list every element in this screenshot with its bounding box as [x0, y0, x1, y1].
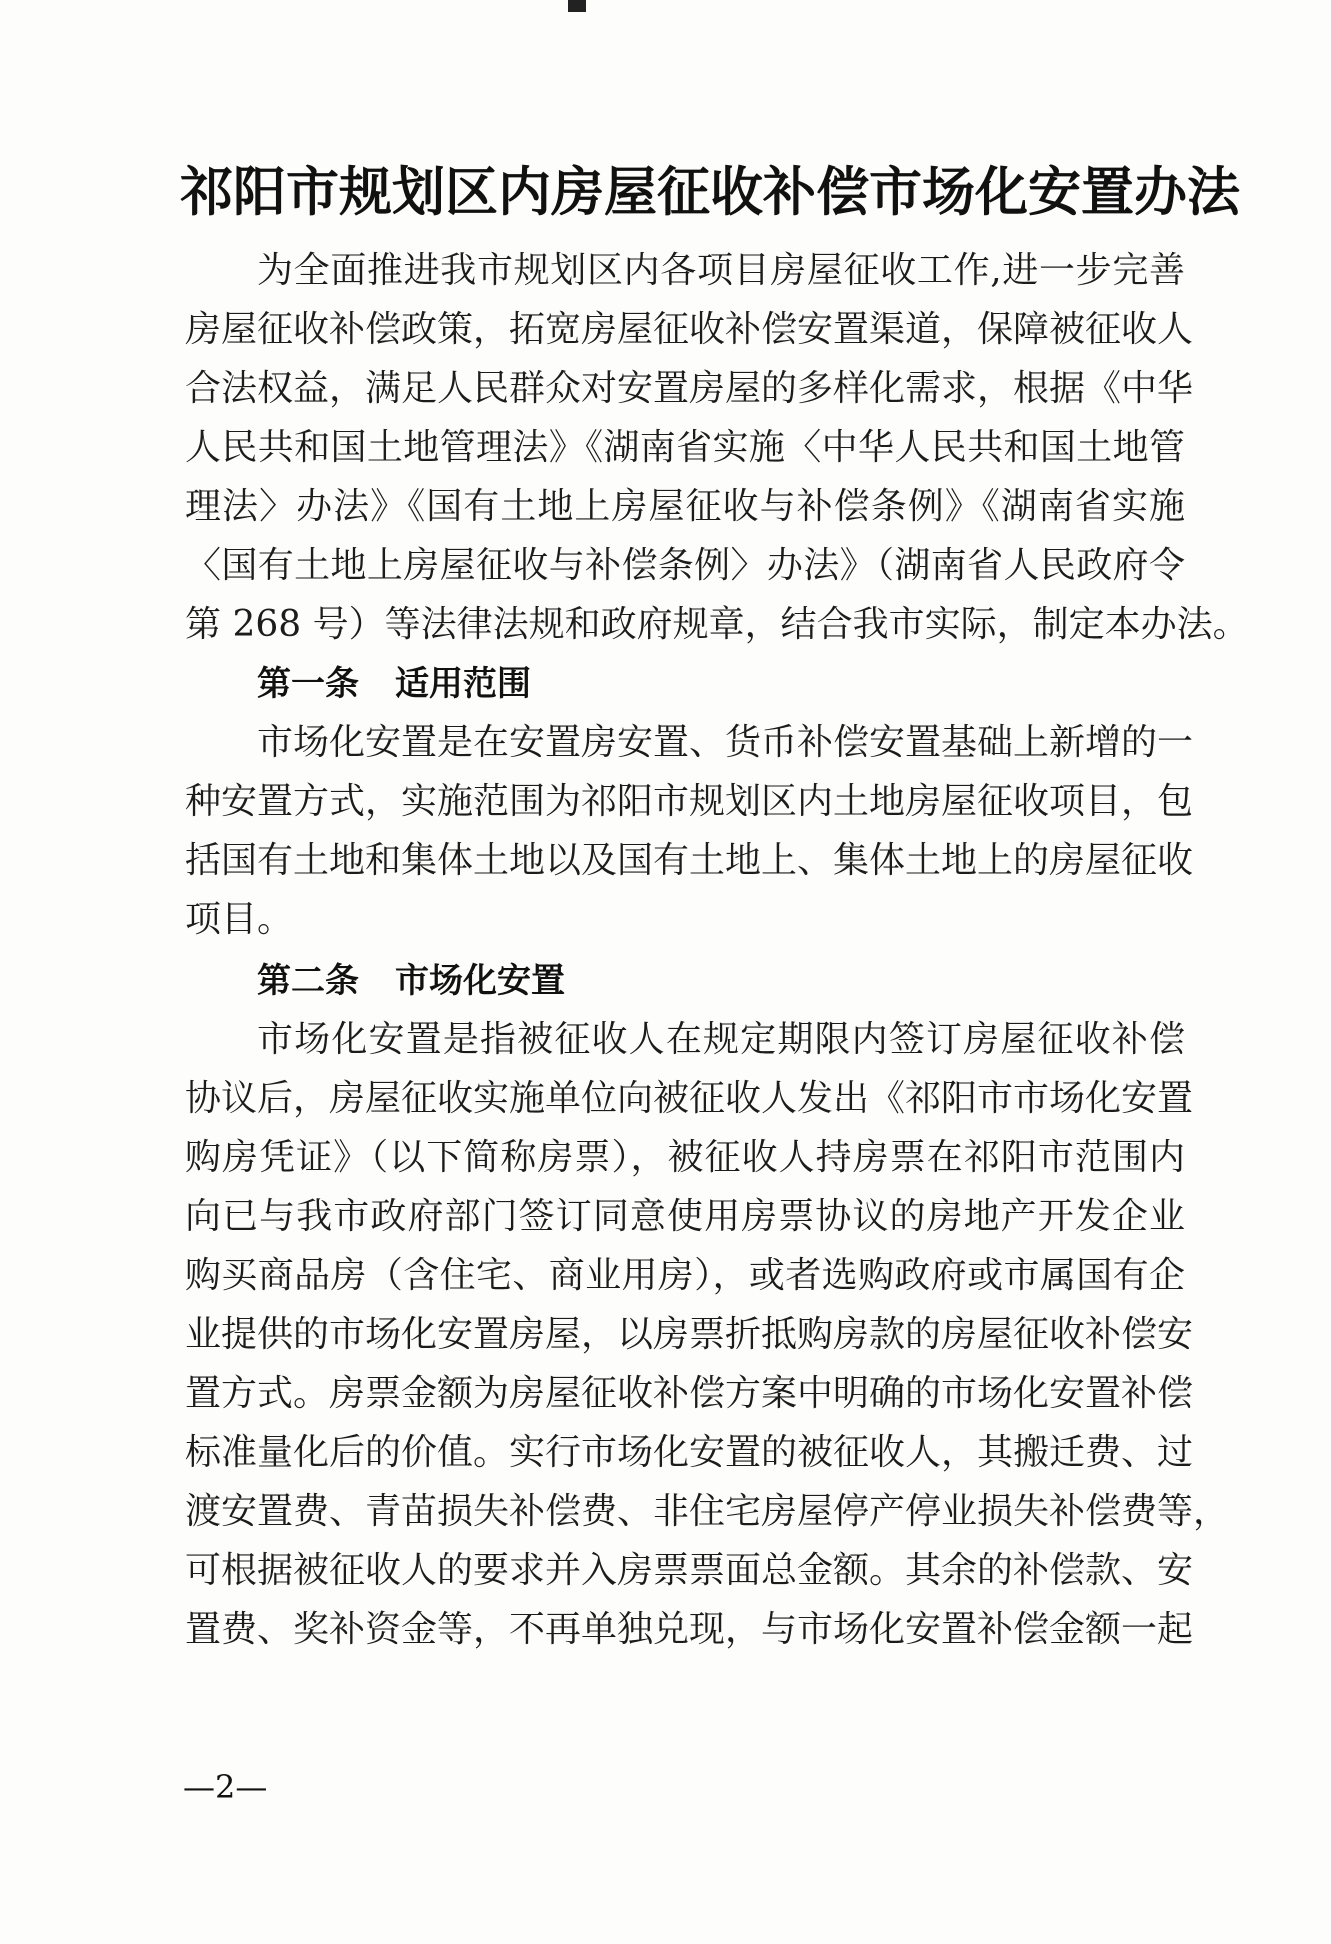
- article-1-heading: [257, 653, 531, 715]
- preamble-line: 人民共和国土地管理法》《湖南省实施〈中华人民共和国土地管: [185, 427, 1185, 468]
- page-number: —2—: [183, 1768, 268, 1806]
- article-2-line: 渡安置费、青苗损失补偿费、非住宅房屋停产停业损失补偿费等，: [185, 1491, 1230, 1532]
- article-1-line: 括国有土地和集体土地以及国有土地上、集体土地上的房屋征收: [185, 840, 1194, 881]
- preamble-line: 第 268 号）等法律法规和政府规章，结合我市实际，制定本办法。: [185, 604, 1249, 645]
- preamble-line: 理法〉办法》《国有土地上房屋征收与补偿条例》《湖南省实施: [185, 486, 1185, 527]
- article-2-line: 可根据被征收人的要求并入房票票面总金额。其余的补偿款、安: [185, 1550, 1194, 1591]
- article-2-line: 标准量化后的价值。实行市场化安置的被征收人，其搬迁费、过: [185, 1432, 1194, 1473]
- article-2-title: 市场化安置: [395, 961, 565, 1001]
- document-title: 祁阳市规划区内房屋征收补偿市场化安置办法: [180, 162, 1240, 223]
- preamble-line: 为全面推进我市规划区内各项目房屋征收工作,进一步完善: [257, 250, 1185, 291]
- article-2-line: 市场化安置是指被征收人在规定期限内签订房屋征收补偿: [257, 1019, 1185, 1060]
- article-2-line: 购房凭证》（以下简称房票），被征收人持房票在祁阳市范围内: [185, 1137, 1185, 1178]
- article-1-line: 种安置方式，实施范围为祁阳市规划区内土地房屋征收项目，包: [185, 781, 1194, 822]
- article-2-number: 第二条: [257, 961, 359, 1001]
- article-1-title: 适用范围: [395, 664, 531, 704]
- preamble-line: 合法权益，满足人民群众对安置房屋的多样化需求，根据《中华: [185, 368, 1194, 409]
- preamble-line: 〈国有土地上房屋征收与补偿条例〉办法》（湖南省人民政府令: [185, 545, 1185, 586]
- article-2-line: 置费、奖补资金等，不再单独兑现，与市场化安置补偿金额一起: [185, 1609, 1194, 1650]
- article-1-line: 项目。: [185, 899, 294, 940]
- article-2-line: 置方式。房票金额为房屋征收补偿方案中明确的市场化安置补偿: [185, 1373, 1194, 1414]
- article-2-line: 购买商品房（含住宅、商业用房），或者选购政府或市属国有企: [185, 1255, 1185, 1296]
- article-2-line: 业提供的市场化安置房屋，以房票折抵购房款的房屋征收补偿安: [185, 1314, 1194, 1355]
- preamble-line: 房屋征收补偿政策，拓宽房屋征收补偿安置渠道，保障被征收人: [185, 309, 1194, 350]
- article-2-line: 协议后，房屋征收实施单位向被征收人发出《祁阳市市场化安置: [185, 1078, 1194, 1119]
- article-2-line: 向已与我市政府部门签订同意使用房票协议的房地产开发企业: [185, 1196, 1185, 1237]
- article-1-number: 第一条: [257, 664, 359, 704]
- article-2-heading: [257, 950, 565, 1012]
- article-1-line: 市场化安置是在安置房安置、货币补偿安置基础上新增的一: [257, 722, 1194, 763]
- binding-mark: [568, 0, 586, 12]
